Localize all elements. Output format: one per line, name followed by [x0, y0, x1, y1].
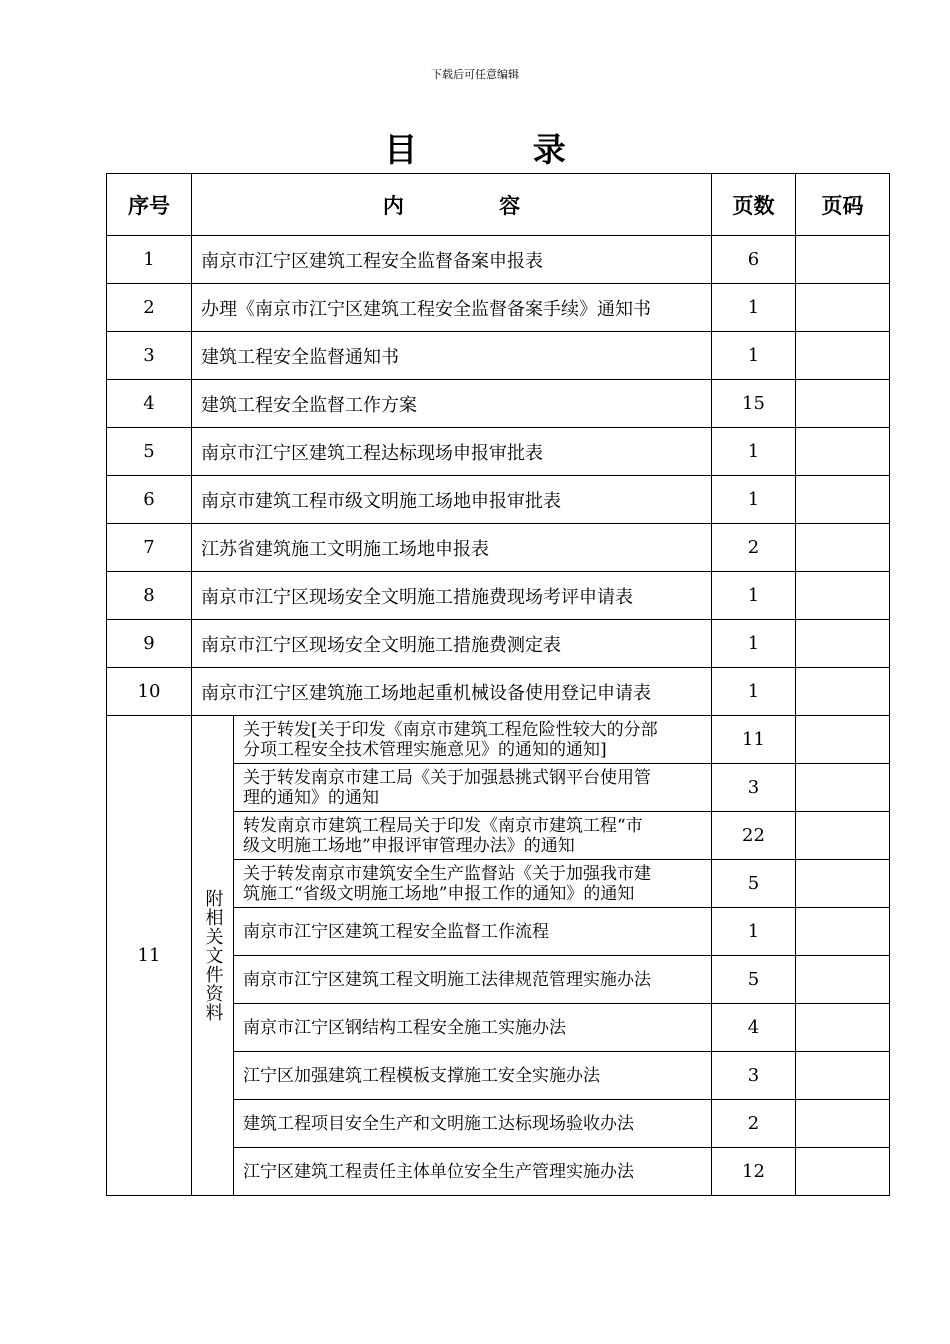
row-pages: 1 — [712, 572, 796, 620]
header-pages: 页数 — [712, 174, 796, 236]
sub-item-pages: 22 — [712, 812, 796, 860]
table-header-row — [107, 174, 890, 236]
table-row — [107, 716, 890, 764]
row-content: 建筑工程安全监督工作方案 — [192, 380, 712, 428]
sub-item-line: 理的通知》的通知 — [243, 787, 379, 808]
sub-item-page-no — [796, 716, 890, 764]
sub-item-line: 级文明施工场地”申报评审管理办法》的通知 — [243, 835, 575, 856]
sub-item-line: 转发南京市建筑工程局关于印发《南京市建筑工程“市 — [243, 815, 643, 836]
table-row — [107, 332, 890, 380]
group-label-cell — [192, 716, 234, 1196]
sub-item-pages: 5 — [712, 860, 796, 908]
table-row — [107, 428, 890, 476]
table-row — [107, 620, 890, 668]
sub-item-line: 关于转发南京市建工局《关于加强悬挑式钢平台使用管 — [243, 767, 651, 788]
sub-item-content — [234, 812, 712, 860]
sub-item-content — [234, 1100, 712, 1148]
sub-item-line: 南京市江宁区钢结构工程安全施工实施办法 — [243, 1017, 566, 1038]
row-page-no — [796, 380, 890, 428]
row-number: 5 — [107, 428, 192, 476]
row-number: 7 — [107, 524, 192, 572]
row-content: 南京市江宁区建筑工程安全监督备案申报表 — [192, 236, 712, 284]
row-number: 3 — [107, 332, 192, 380]
row-content: 南京市江宁区建筑施工场地起重机械设备使用登记申请表 — [192, 668, 712, 716]
sub-item-page-no — [796, 812, 890, 860]
sub-item-page-no — [796, 908, 890, 956]
row-pages: 1 — [712, 620, 796, 668]
sub-item-pages: 3 — [712, 1052, 796, 1100]
table-row — [107, 284, 890, 332]
row-pages: 2 — [712, 524, 796, 572]
sub-item-content — [234, 1052, 712, 1100]
sub-item-pages: 1 — [712, 908, 796, 956]
row-number: 1 — [107, 236, 192, 284]
sub-item-line: 分项工程安全技术管理实施意见》的通知的通知] — [243, 739, 607, 760]
sub-item-page-no — [796, 1148, 890, 1196]
row-content: 江苏省建筑施工文明施工场地申报表 — [192, 524, 712, 572]
row-pages: 1 — [712, 428, 796, 476]
page-title: 目 录 — [384, 130, 618, 169]
sub-item-page-no — [796, 1052, 890, 1100]
group-number: 11 — [107, 716, 192, 1196]
row-pages: 15 — [712, 380, 796, 428]
sub-item-line: 江宁区加强建筑工程模板支撑施工安全实施办法 — [243, 1065, 600, 1086]
row-number: 9 — [107, 620, 192, 668]
table-row — [107, 668, 890, 716]
sub-item-line: 筑施工“省级文明施工场地”申报工作的通知》的通知 — [243, 883, 635, 904]
row-number: 10 — [107, 668, 192, 716]
sub-item-content — [234, 1004, 712, 1052]
row-number: 4 — [107, 380, 192, 428]
sub-item-content — [234, 956, 712, 1004]
sub-item-content — [234, 764, 712, 812]
table-row — [107, 236, 890, 284]
table-row — [107, 476, 890, 524]
sub-item-pages: 2 — [712, 1100, 796, 1148]
header-content: 内 容 — [192, 174, 712, 236]
sub-item-line: 江宁区建筑工程责任主体单位安全生产管理实施办法 — [243, 1161, 634, 1182]
header-note: 下载后可任意编辑 — [431, 68, 519, 81]
row-page-no — [796, 620, 890, 668]
row-pages: 1 — [712, 668, 796, 716]
row-content: 办理《南京市江宁区建筑工程安全监督备案手续》通知书 — [192, 284, 712, 332]
sub-item-pages: 11 — [712, 716, 796, 764]
sub-item-line: 南京市江宁区建筑工程文明施工法律规范管理实施办法 — [243, 969, 651, 990]
row-pages: 1 — [712, 476, 796, 524]
sub-item-content — [234, 1148, 712, 1196]
row-page-no — [796, 572, 890, 620]
row-page-no — [796, 668, 890, 716]
row-number: 2 — [107, 284, 192, 332]
row-pages: 1 — [712, 284, 796, 332]
row-page-no — [796, 476, 890, 524]
sub-item-content — [234, 716, 712, 764]
row-pages: 1 — [712, 332, 796, 380]
row-page-no — [796, 332, 890, 380]
sub-item-content — [234, 860, 712, 908]
sub-item-page-no — [796, 764, 890, 812]
sub-item-pages: 4 — [712, 1004, 796, 1052]
table-row — [107, 524, 890, 572]
row-number: 6 — [107, 476, 192, 524]
row-page-no — [796, 236, 890, 284]
sub-item-content — [234, 908, 712, 956]
sub-item-pages: 5 — [712, 956, 796, 1004]
header-no: 序号 — [107, 174, 192, 236]
row-page-no — [796, 428, 890, 476]
table-row — [107, 380, 890, 428]
row-content: 南京市江宁区现场安全文明施工措施费现场考评申请表 — [192, 572, 712, 620]
row-page-no — [796, 284, 890, 332]
row-content: 建筑工程安全监督通知书 — [192, 332, 712, 380]
sub-item-page-no — [796, 1004, 890, 1052]
sub-item-line: 关于转发[关于印发《南京市建筑工程危险性较大的分部 — [243, 719, 658, 740]
contents-table — [106, 173, 890, 1196]
sub-item-pages: 12 — [712, 1148, 796, 1196]
row-content: 南京市江宁区建筑工程达标现场申报审批表 — [192, 428, 712, 476]
sub-item-page-no — [796, 860, 890, 908]
sub-item-line: 南京市江宁区建筑工程安全监督工作流程 — [243, 921, 549, 942]
row-content: 南京市江宁区现场安全文明施工措施费测定表 — [192, 620, 712, 668]
table-row — [107, 572, 890, 620]
sub-item-page-no — [796, 956, 890, 1004]
row-content: 南京市建筑工程市级文明施工场地申报审批表 — [192, 476, 712, 524]
sub-item-pages: 3 — [712, 764, 796, 812]
row-page-no — [796, 524, 890, 572]
sub-item-line: 关于转发南京市建筑安全生产监督站《关于加强我市建 — [243, 863, 651, 884]
row-number: 8 — [107, 572, 192, 620]
header-page-no: 页码 — [796, 174, 890, 236]
group-label: 附相关文件资料 — [202, 889, 224, 1022]
sub-item-page-no — [796, 1100, 890, 1148]
sub-item-line: 建筑工程项目安全生产和文明施工达标现场验收办法 — [243, 1113, 634, 1134]
row-pages: 6 — [712, 236, 796, 284]
